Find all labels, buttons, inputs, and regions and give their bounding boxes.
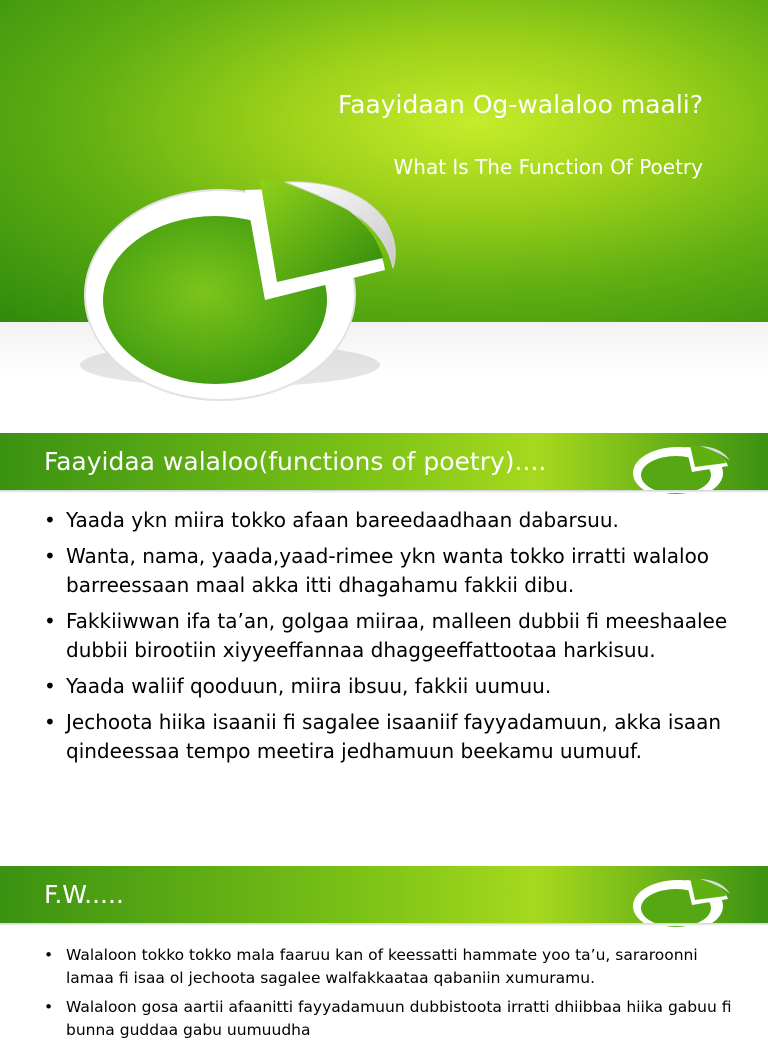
functions-slide [0,433,768,848]
list-item: • Fakkiiwwan ifa ta’an, golgaa miiraa, malleen dubbii fi meeshaalee dubbii birootiin xiyyeeffannaa dhaggeeffattootaa harkisuu. [44,607,734,665]
list-item: • Yaada ykn miira tokko afaan bareedaadhaan dabarsuu. [44,506,734,535]
pie-chart-logo-icon [630,439,740,501]
list-item: • Walaloon gosa aartii afaanitti fayyadamuun dubbistoota irratti dhiibbaa hiika gabuu fi bunna guddaa gabu uumuudha [44,996,734,1042]
slide-heading: F.W..... [44,880,124,909]
pie-chart-logo-icon [55,150,435,420]
list-item: • Wanta, nama, yaada,yaad-rimee ykn wanta tokko irratti walaloo barreessaan maal akka itti dhagahamu fakkii dibu. [44,542,734,600]
list-item: • Yaada waliif qooduun, miira ibsuu, fakkii uumuu. [44,672,734,701]
fw-slide [0,866,768,1039]
bullet-list [44,506,734,773]
slide-heading: Faayidaa walaloo(functions of poetry).... [44,447,547,476]
slide-subtitle: What Is The Function Of Poetry [393,155,703,179]
slide-header-bar [0,866,768,923]
bullet-list [44,944,734,1048]
title-slide [0,0,768,420]
slide-header-bar [0,433,768,490]
list-item: • Walaloon tokko tokko mala faaruu kan of keessatti hammate yoo ta’u, sararoonni lamaa fi isaa ol jechoota sagalee walfakkaataa qabaniin xumuramu. [44,944,734,990]
pie-chart-logo-icon [630,872,740,934]
list-item: • Jechoota hiika isaanii fi sagalee isaaniif fayyadamuun, akka isaan qindeessaa tempo meetira jedhamuun beekamu uumuuf. [44,708,734,766]
slide-title: Faayidaan Og-walaloo maali? [337,90,703,119]
